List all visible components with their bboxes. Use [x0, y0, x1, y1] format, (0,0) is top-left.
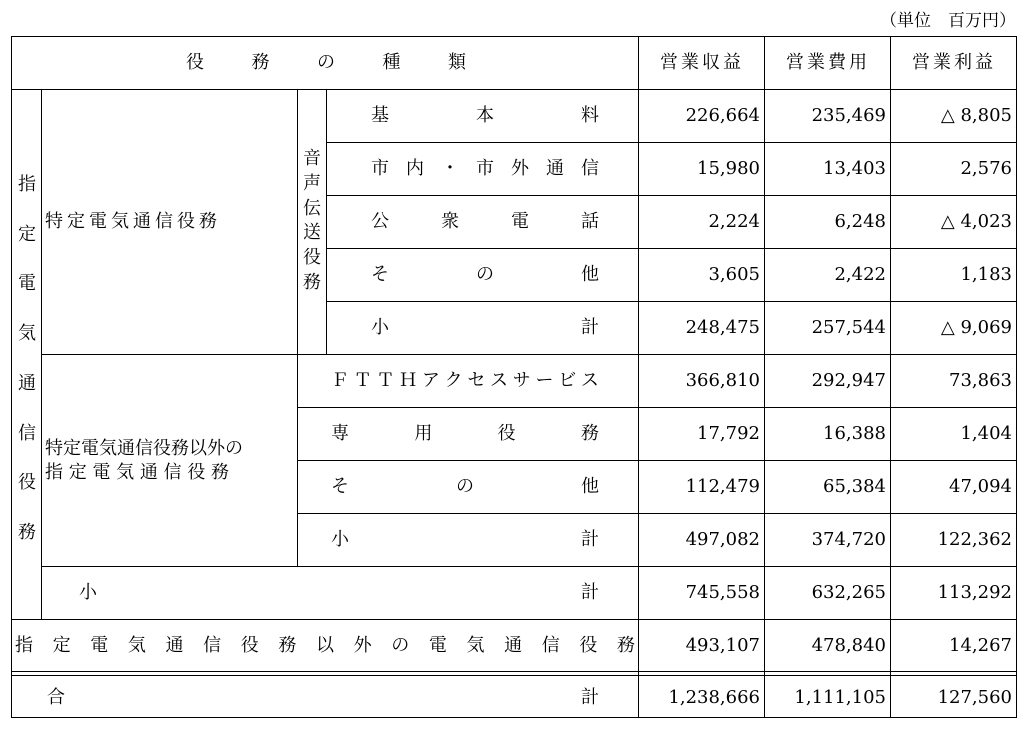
voice-col-divider: [326, 89, 327, 354]
header-service-type: [186, 52, 466, 74]
cell-revenue: 15,980: [697, 158, 760, 179]
label-char: 音: [303, 148, 321, 169]
label-char: 小: [371, 317, 389, 338]
header-char: 種: [382, 52, 401, 73]
cell-profit: 127,560: [937, 687, 1012, 708]
label-char: の: [391, 635, 410, 656]
label-char: 外: [353, 635, 372, 656]
label-char: Ｆ: [331, 370, 349, 391]
label-char: 務: [278, 635, 297, 656]
cell-expense: 235,469: [811, 105, 886, 126]
cell-expense: 6,248: [834, 211, 886, 232]
cell-profit: △ 8,805: [940, 105, 1012, 126]
header-char: 役: [186, 52, 204, 73]
label-char: 計: [581, 582, 599, 603]
row-label-designated-subtotal: [331, 529, 599, 551]
label-char: セ: [467, 370, 486, 391]
col-divider-revenue: [638, 36, 639, 718]
label-char: 電: [18, 273, 36, 295]
table-border-bottom: [11, 717, 1017, 718]
row-line: [41, 354, 1017, 355]
label-char: 基: [371, 105, 389, 126]
label-char: 公: [371, 211, 389, 232]
designated-service-label: [13, 174, 41, 544]
label-char: 役: [18, 472, 36, 494]
cell-expense: 2,422: [834, 264, 886, 285]
row-label-designated-other: [331, 476, 599, 498]
header-char: 務: [251, 52, 270, 73]
unit-label: （単位 百万円）: [880, 11, 1016, 31]
cell-profit: 73,863: [949, 370, 1012, 391]
row-label-voice-other: [371, 264, 599, 286]
label-char: 指: [18, 174, 36, 195]
row-line: [297, 513, 1017, 514]
label-char: 務: [580, 423, 599, 444]
label-char: 内: [406, 158, 424, 179]
cell-revenue: 248,475: [685, 317, 760, 338]
row-line: [326, 142, 1017, 143]
label-char: 務: [617, 635, 635, 656]
row-label-ftth-access: [331, 370, 599, 392]
cell-revenue: 3,605: [708, 264, 760, 285]
cell-revenue: 2,224: [708, 211, 760, 232]
specific-service-label: 特定電気通信役務: [45, 211, 221, 232]
label-char: 計: [581, 529, 599, 550]
label-char: 計: [581, 317, 599, 338]
label-char: 信: [581, 158, 599, 179]
label-char: 計: [581, 687, 599, 708]
row-line: [326, 195, 1017, 196]
label-char: 話: [581, 211, 599, 232]
header-divider: [11, 89, 1017, 90]
label-char: 合: [47, 687, 65, 708]
label-char: Ｔ: [376, 370, 395, 391]
label-char: 小: [331, 529, 349, 550]
label-line: 特定電気通信役務以外の: [45, 438, 243, 459]
header-expense: 営業費用: [786, 52, 870, 73]
label-char: ・: [441, 158, 459, 179]
label-char: サ: [512, 370, 531, 391]
row-label-basic-fee: [371, 105, 599, 127]
cell-revenue: 17,792: [697, 423, 760, 444]
label-char: 信: [541, 635, 560, 656]
label-char: 役: [579, 635, 598, 656]
label-char: 料: [581, 105, 599, 126]
label-char: 信: [18, 422, 36, 444]
label-char: ク: [444, 370, 463, 391]
cell-revenue: 112,479: [685, 476, 760, 497]
total-double-line: [11, 671, 1017, 672]
row-label-designated-total: [79, 582, 599, 604]
label-char: 衆: [441, 211, 459, 232]
label-char: 市: [476, 158, 494, 179]
label-char: ス: [490, 370, 509, 391]
cell-expense: 16,388: [823, 423, 886, 444]
cell-profit: 47,094: [949, 476, 1012, 497]
revenue-table: [11, 36, 1017, 718]
table-border-right: [1016, 36, 1017, 718]
label-char: 気: [466, 635, 485, 656]
label-char: 役: [240, 635, 259, 656]
label-char: 定: [18, 223, 36, 245]
cell-revenue: 493,107: [685, 635, 760, 656]
label-char: 電: [511, 211, 529, 232]
cell-profit: 1,404: [960, 423, 1012, 444]
label-char: ー: [535, 370, 554, 391]
row-label-public-phone: [371, 211, 599, 233]
table-border-left: [11, 36, 12, 718]
row-label-dedicated: [331, 423, 599, 445]
label-char: 声: [303, 172, 321, 194]
row-label-non-designated: [15, 635, 635, 657]
label-char: 他: [581, 264, 599, 285]
label-char: 通: [165, 635, 184, 656]
cell-revenue: 226,664: [685, 105, 760, 126]
total-double-line: [11, 675, 1017, 676]
cell-profit: 2,576: [960, 158, 1012, 179]
row-line: [297, 460, 1017, 461]
label-char: 通: [504, 635, 523, 656]
row-line: [297, 407, 1017, 408]
cell-profit: 113,292: [937, 582, 1012, 603]
cell-revenue: 497,082: [685, 529, 760, 550]
label-char: 役: [497, 423, 516, 444]
label-char: ア: [421, 370, 440, 391]
label-char: 通: [546, 158, 564, 179]
table-border-top: [11, 36, 1017, 37]
label-char: 専: [331, 423, 349, 444]
row-line: [326, 248, 1017, 249]
label-line: 指 定 電 気 通 信 役 務: [45, 462, 230, 483]
row-label-voice-subtotal: [371, 317, 599, 339]
label-char: そ: [371, 264, 389, 285]
cell-expense: 257,544: [811, 317, 886, 338]
row-line: [11, 619, 1017, 620]
cell-expense: 13,403: [823, 158, 886, 179]
label-char: 気: [127, 635, 146, 656]
cell-profit: 1,183: [960, 264, 1012, 285]
label-char: 用: [414, 423, 433, 444]
label-char: 送: [303, 222, 321, 244]
cell-expense: 292,947: [811, 370, 886, 391]
label-char: 本: [476, 105, 494, 126]
label-char: 通: [18, 372, 36, 394]
other-designated-service-label: [45, 437, 243, 485]
label-char: そ: [331, 476, 349, 497]
label-char: 以: [316, 635, 334, 656]
col-divider-expense: [764, 36, 765, 718]
label-char: 電: [428, 635, 447, 656]
label-char: 他: [581, 476, 599, 497]
row-label-local-long-distance: [371, 158, 599, 180]
label-char: 定: [52, 635, 71, 656]
cell-revenue: 1,238,666: [668, 687, 760, 708]
voice-transmission-label: [298, 148, 326, 294]
label-char: Ｔ: [353, 370, 372, 391]
col-divider-profit: [890, 36, 891, 718]
header-char: 類: [448, 52, 466, 73]
label-char: 市: [371, 158, 389, 179]
cell-profit: △ 9,069: [940, 317, 1012, 338]
cell-profit: 14,267: [949, 635, 1012, 656]
label-char: Ｈ: [399, 370, 418, 391]
cell-profit: 122,362: [937, 529, 1012, 550]
label-char: ス: [580, 370, 599, 391]
row-line: [326, 301, 1017, 302]
label-char: の: [456, 476, 474, 497]
header-revenue: 営業収益: [660, 52, 744, 73]
label-char: 指: [15, 635, 33, 656]
header-char: の: [317, 52, 335, 73]
cell-revenue: 745,558: [685, 582, 760, 603]
label-char: の: [476, 264, 494, 285]
label-char: 小: [79, 582, 97, 603]
cell-expense: 1,111,105: [794, 687, 886, 708]
label-char: 役: [303, 247, 321, 269]
cell-expense: 478,840: [811, 635, 886, 656]
label-char: 電: [90, 635, 109, 656]
label-char: ビ: [558, 370, 577, 391]
label-char: 務: [18, 521, 36, 543]
label-char: 務: [303, 271, 321, 293]
cell-profit: △ 4,023: [940, 211, 1012, 232]
row-label-grand-total: [47, 687, 599, 709]
label-char: 伝: [303, 197, 321, 219]
header-profit: 営業利益: [912, 52, 996, 73]
label-char: 気: [18, 323, 36, 345]
label-char: 信: [203, 635, 222, 656]
cell-expense: 65,384: [823, 476, 886, 497]
cell-expense: 632,265: [811, 582, 886, 603]
cell-revenue: 366,810: [685, 370, 760, 391]
cell-expense: 374,720: [811, 529, 886, 550]
row-line: [41, 566, 1017, 567]
label-char: 外: [511, 158, 529, 179]
